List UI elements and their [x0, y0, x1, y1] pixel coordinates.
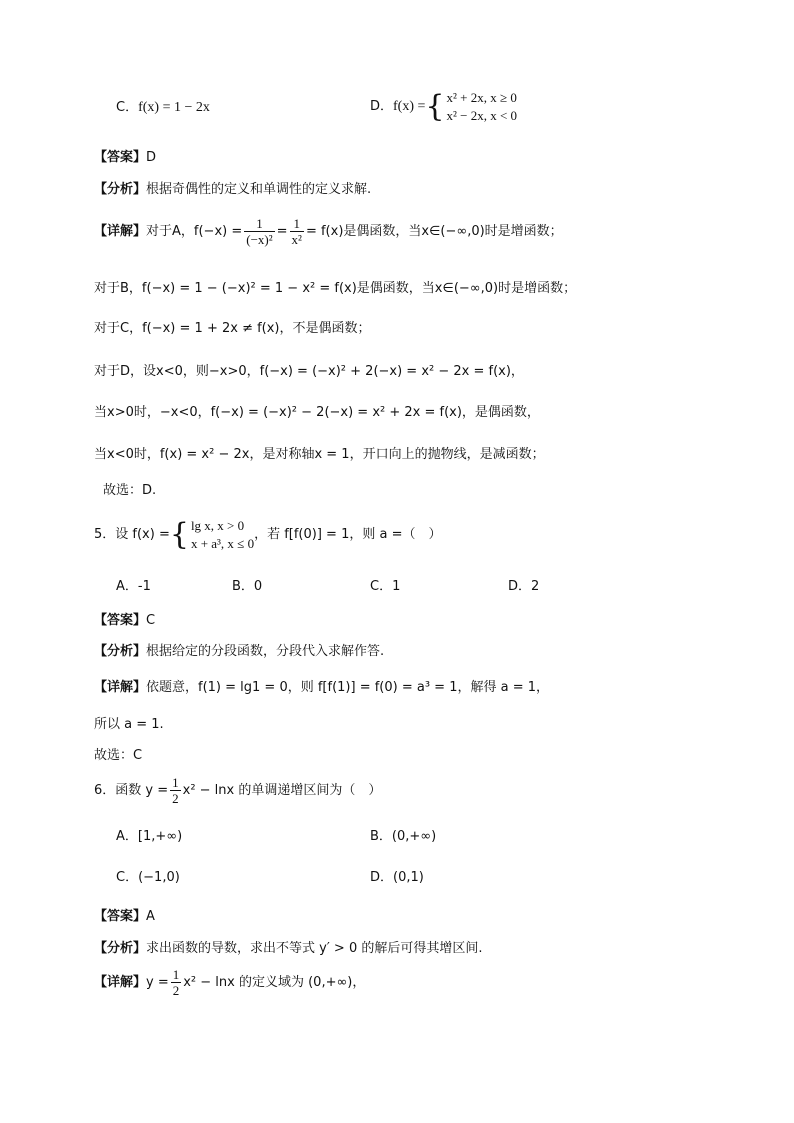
q4-detail-f: 当x<0时，f(x) = x² − 2x，是对称轴x = 1，开口向上的抛物线，是减函数； — [94, 447, 545, 462]
fraction: $\frac{1}{2}$ — [172, 775, 179, 806]
q4-detail-e: 当x>0时，−x<0，f(−x) = (−x)² − 2(−x) = x² + 2x = f(x)，是偶函数， — [94, 405, 540, 420]
q6-option-d: D．(0,1) — [370, 870, 424, 885]
q5-detail-2: 所以 a = 1. — [94, 717, 164, 732]
q6-option-b: B．(0,+∞) — [370, 829, 437, 844]
brace-icon: { — [425, 89, 445, 124]
q6-answer: 【答案】A — [94, 909, 155, 924]
q4-option-d-cases: x² + 2x, x ≥ 0 x² − 2x, x < 0 — [446, 90, 518, 123]
q5-cases: lg x, x > 0 x + a³, x ≤ 0 — [190, 518, 255, 551]
fraction: $\frac{1}{\text{(−x)²}}$ — [246, 216, 273, 247]
q6-stem: 6．函数 y = $\frac{1}{2}$ x² − lnx 的单调递增区间为（ ） — [94, 775, 382, 806]
q6-detail: 【详解】 y = $\frac{1}{2}$ x² − lnx 的定义域为 (0,+∞)， — [94, 967, 366, 998]
fraction: $\frac{1}{2}$ — [172, 967, 180, 998]
q4-answer: 【答案】D — [94, 150, 157, 165]
q5-option-b: B．0 — [232, 579, 263, 594]
q6-option-a: A．[1,+∞) — [116, 829, 183, 844]
q5-answer: 【答案】C — [94, 613, 156, 628]
q5-detail: 【详解】依题意，f(1) = lg1 = 0，则 f[f(1)] = f(0) = a³ = 1，解得 a = 1， — [94, 680, 550, 695]
q5-stem: 5．设 f(x) = { lg x, x > 0 x + a³, x ≤ 0 ，若 f[f(0)] = 1，则 a =（ ） — [94, 517, 442, 552]
q4-detail-b: 对于B，f(−x) = 1 − (−x)² = 1 − x² = f(x)是偶函数，当x∈(−∞,0)时是增函数； — [94, 281, 577, 296]
brace-icon: { — [169, 517, 189, 552]
q5-option-d: D．2 — [508, 579, 540, 594]
q4-detail-a: 【详解】 对于A，f(−x) = $\frac{1}{\text{(−x)²}}$ = $\frac{1}{\text{x²}}$ = f(x)是偶函数，当x∈(−∞,0)时是增函数； — [94, 216, 563, 247]
q4-analysis: 【分析】根据奇偶性的定义和单调性的定义求解. — [94, 182, 372, 197]
q4-detail-d: 对于D，设x<0，则−x>0，f(−x) = (−x)² + 2(−x) = x² − 2x = f(x)， — [94, 364, 524, 379]
q4-option-d: D． f(x) = { x² + 2x, x ≥ 0 x² − 2x, x < 0 — [370, 89, 518, 124]
q5-choose: 故选：C — [94, 748, 143, 763]
q4-option-c: C．f(x) = 1 − 2x — [116, 100, 210, 115]
q4-option-c-expr: f(x) = 1 − 2x — [138, 100, 210, 115]
q6-option-c: C．(−1,0) — [116, 870, 180, 885]
q4-choose: 故选：D. — [103, 483, 157, 498]
q6-analysis: 【分析】求出函数的导数，求出不等式 y′ > 0 的解后可得其增区间. — [94, 941, 483, 956]
q4-detail-c: 对于C，f(−x) = 1 + 2x ≠ f(x)，不是偶函数； — [94, 321, 371, 336]
q5-option-c: C．1 — [370, 579, 401, 594]
q5-analysis: 【分析】根据给定的分段函数，分段代入求解作答. — [94, 644, 385, 659]
q5-option-a: A．-1 — [116, 579, 151, 594]
fraction: $\frac{1}{\text{x²}}$ — [291, 216, 302, 247]
